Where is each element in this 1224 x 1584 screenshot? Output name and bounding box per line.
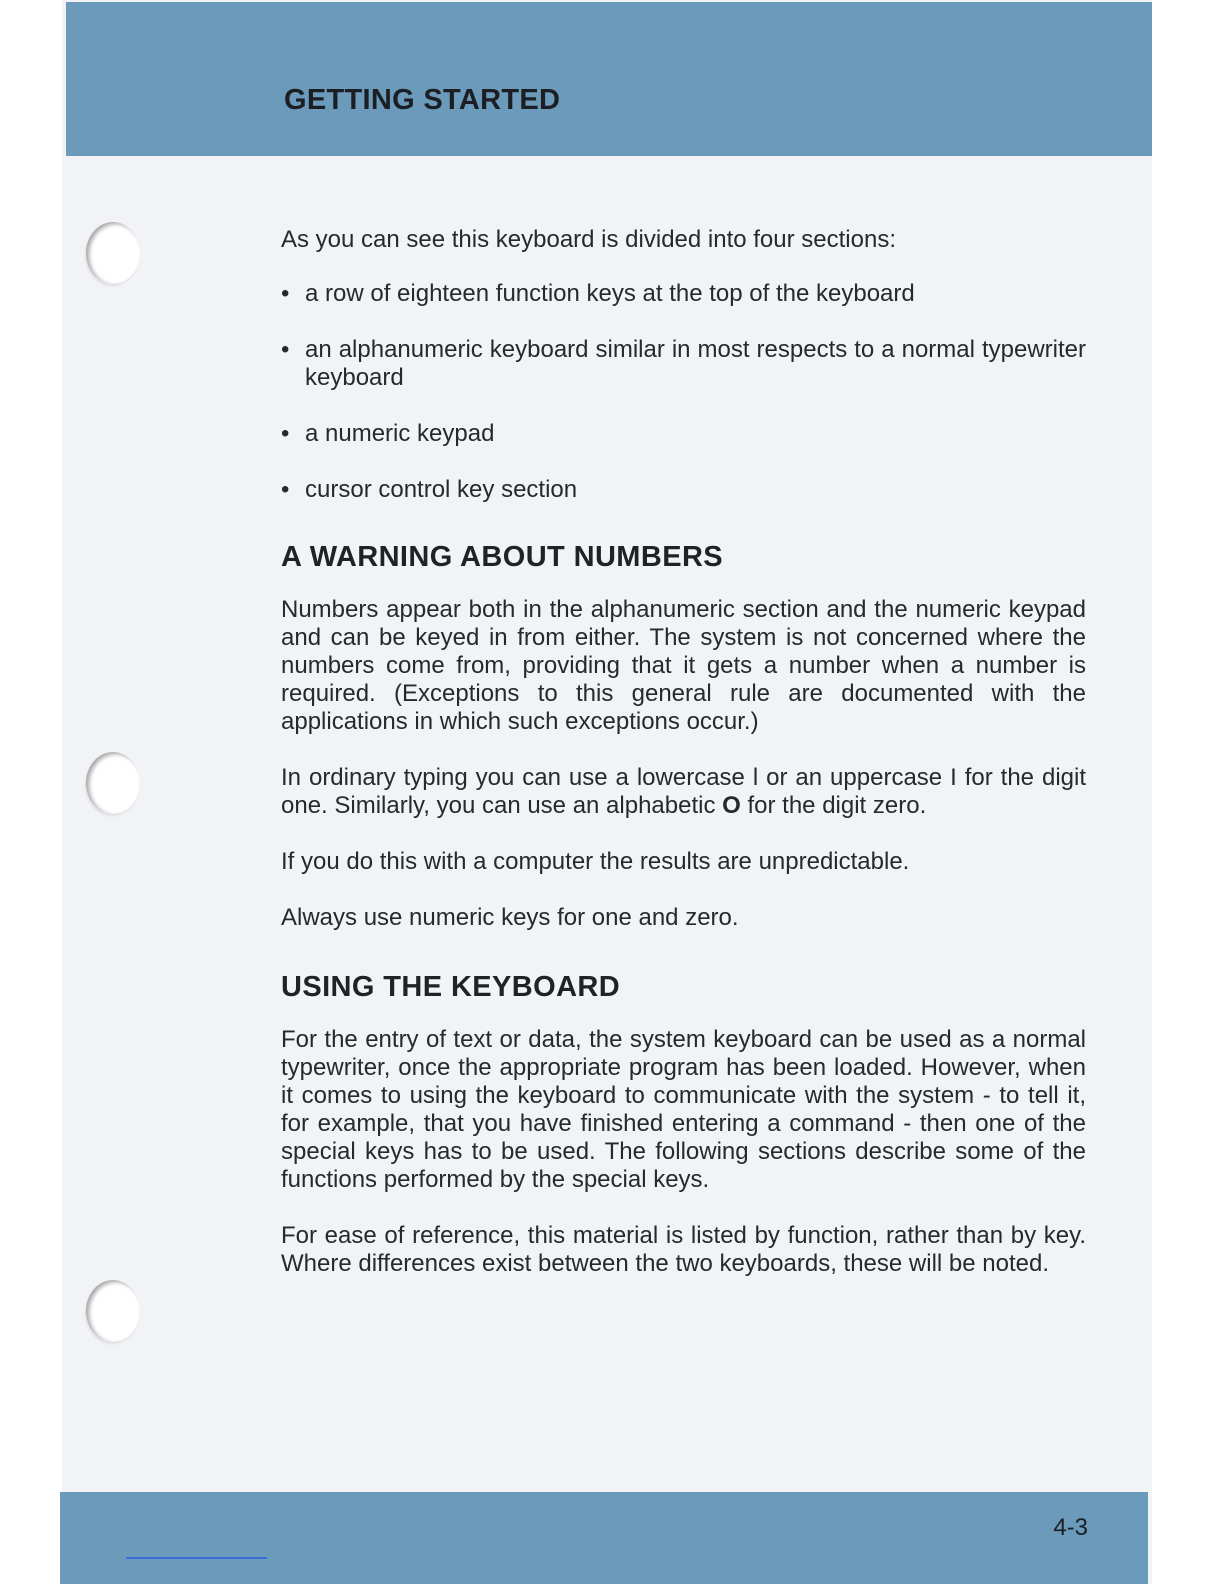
punch-hole-bottom xyxy=(86,1280,140,1342)
warning-paragraph-2 xyxy=(281,764,1086,820)
warning-paragraph-1: Numbers appear both in the alphanumeric section and the numeric keypad and can be keyed in from either. The system is not concerned where the numbers come from, providing that it gets a number when a number is required. (Exceptions to this general rule are documented with the applications in which such exceptions occur.) xyxy=(281,596,1086,735)
punch-hole-top xyxy=(86,222,140,284)
bottom-rule xyxy=(126,1557,267,1559)
list-item: • a numeric keypad xyxy=(281,420,1086,448)
intro-paragraph: As you can see this keyboard is divided into four sections: xyxy=(281,226,896,253)
page-number: 4-3 xyxy=(1053,1514,1088,1541)
warning-paragraph-4: Always use numeric keys for one and zero. xyxy=(281,904,739,931)
punch-hole-middle xyxy=(86,752,140,814)
list-item: • an alphanumeric keyboard similar in most respects to a normal typewriter keyboard xyxy=(281,336,1086,392)
warning-paragraph-2-end: for the digit zero. xyxy=(740,792,927,819)
list-item: • cursor control key section xyxy=(281,476,1086,504)
warning-paragraph-2-start: In ordinary typing you can use a lowercase l or an uppercase I for the digit one. Similarly, you can use an alphabetic xyxy=(281,764,1086,819)
keyboard-paragraph-1: For the entry of text or data, the system keyboard can be used as a normal typewriter, once the appropriate program has been loaded. However, when it comes to using the keyboard to communicate with the system - to tell it, for example, that you have finished entering a command - then one of the special keys has to be used. The following sections describe some of the functions performed by the special keys. xyxy=(281,1026,1086,1193)
footer-band xyxy=(60,1492,1148,1584)
main-content xyxy=(281,226,1086,1278)
header-band xyxy=(66,2,1152,156)
keyboard-paragraph-2: For ease of reference, this material is listed by function, rather than by key. Where differences exist between the two keyboards, these will be noted. xyxy=(281,1222,1086,1277)
page-title: GETTING STARTED xyxy=(284,84,561,116)
list-item: • a row of eighteen function keys at the top of the keyboard xyxy=(281,280,1086,308)
section-heading-keyboard: USING THE KEYBOARD xyxy=(281,971,621,1003)
letter-o-glyph: O xyxy=(722,792,741,819)
warning-paragraph-3: If you do this with a computer the results are unpredictable. xyxy=(281,848,910,875)
keyboard-sections-list xyxy=(281,280,1086,504)
section-heading-warning: A WARNING ABOUT NUMBERS xyxy=(281,541,724,573)
